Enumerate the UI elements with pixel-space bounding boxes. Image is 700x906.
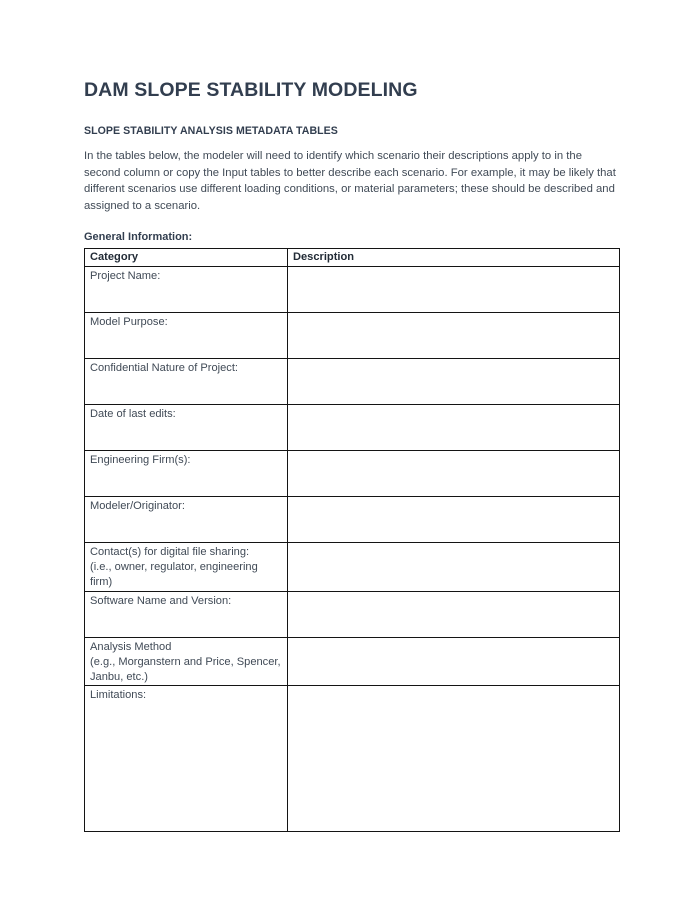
cell-category [85,266,288,312]
cell-category [85,312,288,358]
cell-category-line: firm) [90,576,113,589]
cell-description[interactable] [288,266,620,312]
cell-description[interactable] [288,496,620,542]
cell-category-line: Project Name: [90,269,161,282]
table-row [85,312,620,358]
cell-category [85,404,288,450]
table-row [85,542,620,591]
cell-category-line: Janbu, etc.) [90,671,148,684]
cell-description[interactable] [288,450,620,496]
cell-category [85,542,288,591]
cell-description[interactable] [288,591,620,637]
table-row [85,496,620,542]
cell-category-line: Date of last edits: [90,407,176,420]
general-information-table [84,248,620,832]
cell-category [85,686,288,832]
table-row [85,450,620,496]
column-header-category: Category [85,249,288,266]
cell-category-line: Contact(s) for digital file sharing: [90,545,250,558]
table-row [85,591,620,637]
cell-category-line: Modeler/Originator: [90,499,185,512]
table-row [85,266,620,312]
cell-category [85,358,288,404]
cell-category-line: Confidential Nature of Project: [90,361,238,374]
column-header-description: Description [288,249,620,266]
table-row [85,404,620,450]
cell-category-line: Limitations: [90,689,147,702]
cell-description[interactable] [288,686,620,832]
cell-category [85,637,288,686]
cell-category [85,450,288,496]
cell-category-line: (e.g., Morganstern and Price, Spencer, [90,655,281,668]
table-row [85,358,620,404]
table-row [85,637,620,686]
cell-category-line: (i.e., owner, regulator, engineering [90,560,258,573]
section-label-general-information: General Information: [84,231,193,244]
cell-category-line: Model Purpose: [90,315,168,328]
cell-description[interactable] [288,542,620,591]
cell-category-line: Engineering Firm(s): [90,453,191,466]
cell-category-line: Software Name and Version: [90,594,232,607]
cell-description[interactable] [288,404,620,450]
intro-paragraph: In the tables below, the modeler will need to identify which scenario their descriptions apply to in the second column or copy the Input tables to better describe each scenario. For example, it may be likely that different scenarios use different loading conditions, or material parameters; these should be described and assigned to a scenario. [84,150,616,212]
document-subtitle: SLOPE STABILITY ANALYSIS METADATA TABLES [84,125,338,137]
cell-category-line: Analysis Method [90,640,172,653]
page-title: DAM SLOPE STABILITY MODELING [84,79,418,101]
cell-category [85,496,288,542]
cell-description[interactable] [288,637,620,686]
table-body [85,266,620,832]
table-header-row [85,249,620,266]
cell-description[interactable] [288,358,620,404]
cell-category [85,591,288,637]
document-content [84,78,619,832]
table-row [85,686,620,832]
cell-description[interactable] [288,312,620,358]
